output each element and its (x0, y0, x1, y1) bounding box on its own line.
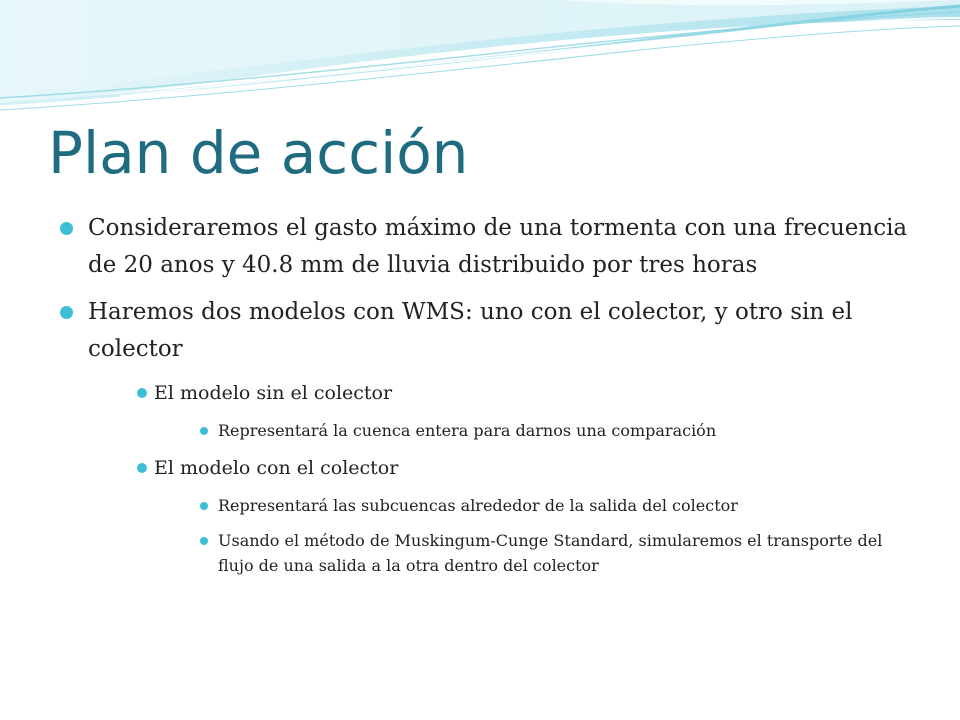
sub-sub-bullet-item (190, 418, 920, 443)
sub-sub-bullet-item (190, 493, 920, 518)
bullet-dot-icon (137, 388, 147, 398)
bullet-dot-icon (200, 427, 208, 435)
slide-content (60, 210, 920, 588)
sub-sub-bullet-list (190, 493, 920, 578)
bullet-dot-icon (137, 463, 147, 473)
header-wave-decoration (0, 0, 960, 120)
sub-sub-bullet-text: Representará las subcuencas alrededor de la salida del colector (218, 496, 738, 515)
slide-title: Plan de acción (48, 119, 469, 187)
sub-bullet-text: El modelo sin el colector (154, 382, 393, 404)
bullet-text: Haremos dos modelos con WMS: uno con el colector, y otro sin el colector (88, 299, 853, 362)
bullet-dot-icon (60, 222, 73, 235)
bullet-item (60, 210, 920, 284)
sub-sub-bullet-text: Usando el método de Muskingum-Cunge Standard, simularemos el transporte del flujo de una salida a la otra dentro del colector (218, 531, 883, 575)
sub-sub-bullet-list (190, 418, 920, 443)
bullet-list (60, 210, 920, 578)
bullet-text: Consideraremos el gasto máximo de una tormenta con una frecuencia de 20 anos y 40.8 mm de lluvia distribuido por tres horas (88, 215, 908, 278)
bullet-dot-icon (200, 537, 208, 545)
sub-sub-bullet-item (190, 528, 920, 578)
bullet-item (60, 294, 920, 578)
sub-bullet-item (126, 453, 920, 578)
bullet-dot-icon (60, 306, 73, 319)
sub-bullet-item (126, 378, 920, 443)
bullet-dot-icon (200, 502, 208, 510)
sub-bullet-list (126, 378, 920, 578)
sub-bullet-text: El modelo con el colector (154, 457, 399, 479)
sub-sub-bullet-text: Representará la cuenca entera para darnos una comparación (218, 421, 717, 440)
